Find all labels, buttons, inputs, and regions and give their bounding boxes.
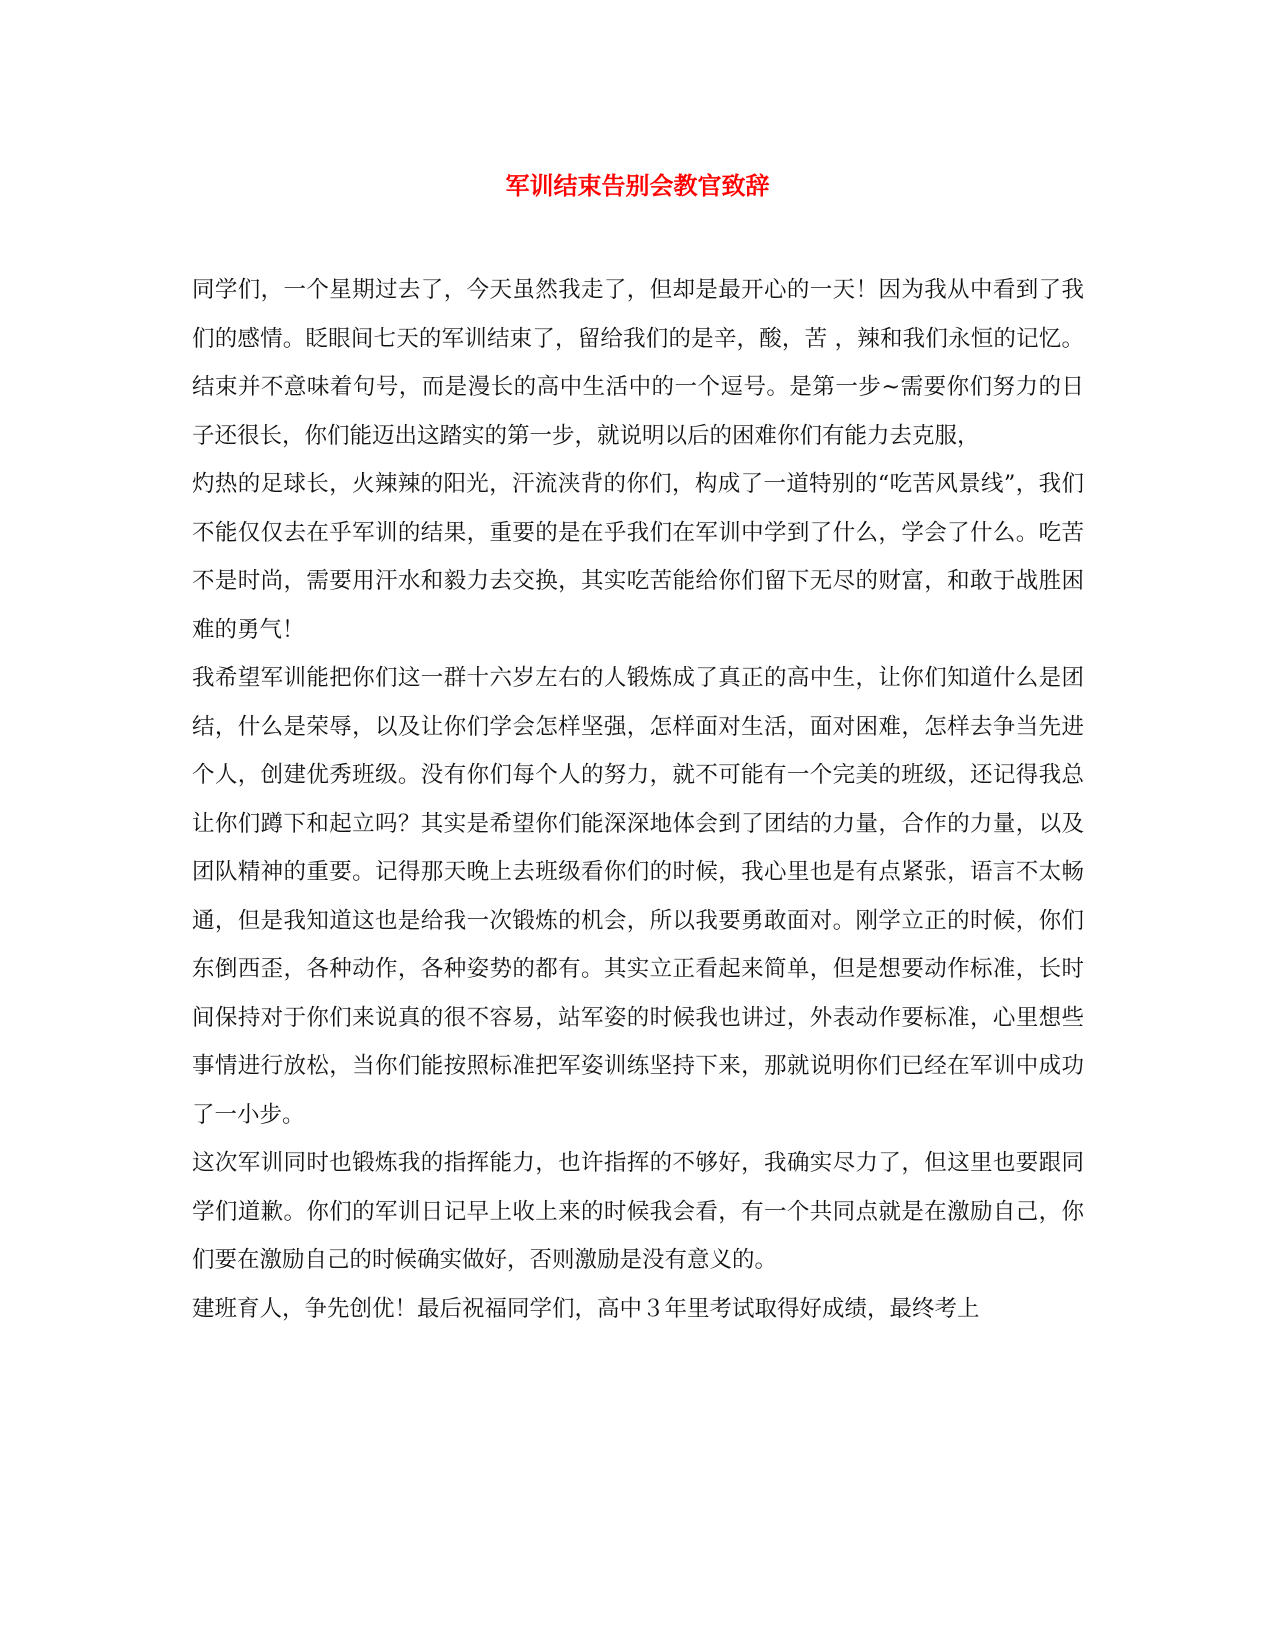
document-title: 军训结束告别会教官致辞 xyxy=(505,171,770,200)
paragraph: 建班育人，争先创优！最后祝福同学们，高中３年里考试取得好成绩，最终考上 xyxy=(192,1295,980,1322)
paragraph: 这次军训同时也锻炼我的指挥能力，也许指挥的不够好，我确实尽力了，但这里也要跟同学们道歉。你们的军训日记早上收上来的时候我会看，有一个共同点就是在激励自己，你们要在激励自己的时候确实做好，否则激励是没有意义的。 xyxy=(192,1150,1084,1273)
paragraph: 同学们，一个星期过去了，今天虽然我走了，但却是最开心的一天！因为我从中看到了我们的感情。眨眼间七天的军训结束了，留给我们的是辛，酸，苦 ，辣和我们永恒的记忆。结束并不意味着句号，而是漫长的高中生活中的一个逗号。是第一步~需要你们努力的日子还很长，你们能迈出这踏实的第一步，就说明以后的困难你们有能力去克服， xyxy=(192,277,1084,449)
document-body xyxy=(192,266,1084,1333)
paragraph: 我希望军训能把你们这一群十六岁左右的人锻炼成了真正的高中生，让你们知道什么是团结，什么是荣辱，以及让你们学会怎样坚强，怎样面对生活，面对困难，怎样去争当先进个人，创建优秀班级。没有你们每个人的努力，就不可能有一个完美的班级，还记得我总让你们蹲下和起立吗？其实是希望你们能深深地体会到了团结的力量，合作的力量，以及团队精神的重要。记得那天晚上去班级看你们的时候，我心里也是有点紧张，语言不太畅通，但是我知道这也是给我一次锻炼的机会，所以我要勇敢面对。刚学立正的时候，你们东倒西歪，各种动作，各种姿势的都有。其实立正看起来简单，但是想要动作标准，长时间保持对于你们来说真的很不容易，站军姿的时候我也讲过，外表动作要标准，心里想些事情进行放松，当你们能按照标准把军姿训练坚持下来，那就说明你们已经在军训中成功了一小步。 xyxy=(192,665,1084,1128)
paragraph: 灼热的足球长，火辣辣的阳光，汗流浃背的你们，构成了一道特别的“吃苦风景线”，我们不能仅仅去在乎军训的结果，重要的是在乎我们在军训中学到了什么，学会了什么。吃苦不是时尚，需要用汗水和毅力去交换，其实吃苦能给你们留下无尽的财富，和敢于战胜困难的勇气！ xyxy=(192,471,1084,643)
